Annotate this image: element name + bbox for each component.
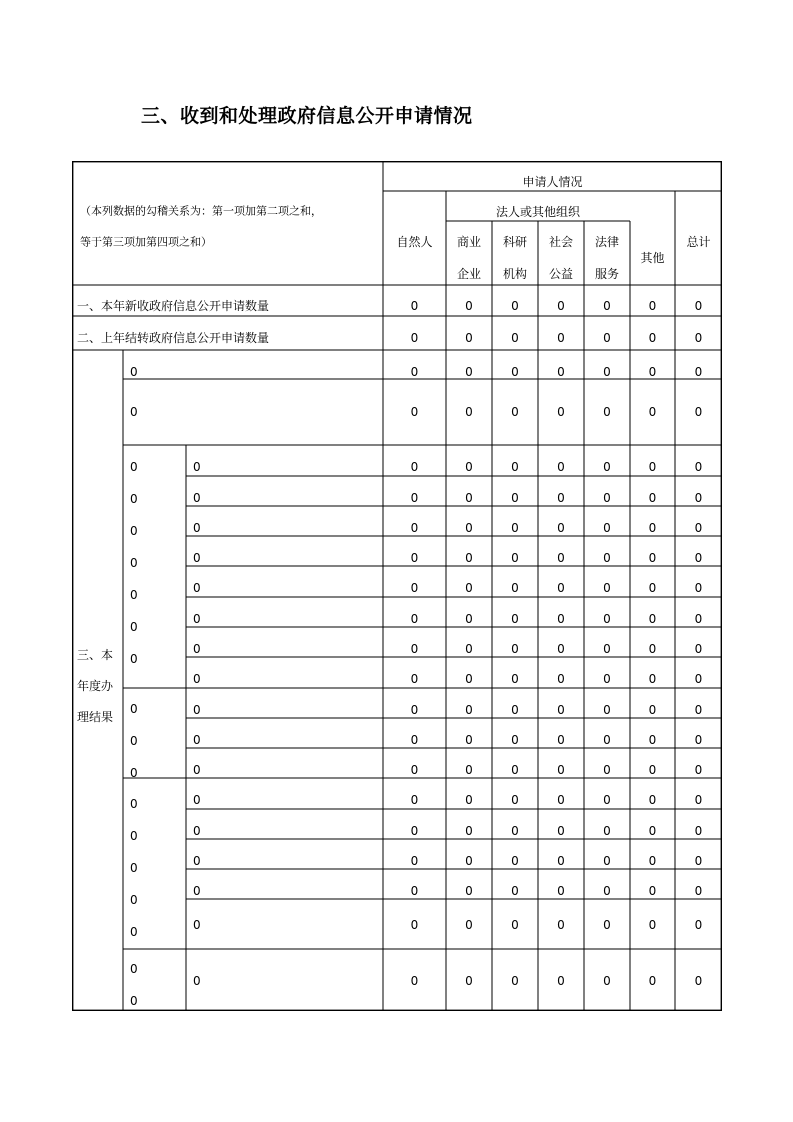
table-cell-value: 0 bbox=[603, 491, 611, 505]
table-cell-value: 0 bbox=[648, 672, 657, 686]
table-cell-value: 0 bbox=[694, 551, 703, 565]
table-cell-value: 0 bbox=[694, 612, 703, 626]
table-cell-value: 0 bbox=[410, 854, 419, 868]
result-row-label: 0 bbox=[130, 405, 138, 419]
table-cell-value: 0 bbox=[410, 672, 419, 686]
table-cell-value: 0 bbox=[410, 521, 419, 535]
table-cell-value: 0 bbox=[694, 491, 703, 505]
table-cell-value: 0 bbox=[557, 331, 565, 345]
table-cell-value: 0 bbox=[511, 884, 519, 898]
table-cell-value: 0 bbox=[511, 460, 519, 474]
table-cell-value: 0 bbox=[557, 763, 565, 777]
table-cell-value: 0 bbox=[648, 884, 657, 898]
table-cell-value: 0 bbox=[465, 672, 473, 686]
table-cell-value: 0 bbox=[410, 299, 419, 313]
group-row-label: 0 bbox=[193, 672, 201, 686]
table-cell-value: 0 bbox=[694, 918, 703, 932]
table-cell-value: 0 bbox=[410, 642, 419, 656]
table-cell-value: 0 bbox=[603, 612, 611, 626]
group-row-label: 0 bbox=[193, 763, 201, 777]
row-label-new-requests: 一、本年新收政府信息公开申请数量 bbox=[77, 299, 270, 313]
table-cell-value: 0 bbox=[603, 672, 611, 686]
header-note-line2: 等于第三项加第四项之和） bbox=[80, 235, 212, 249]
table-cell-value: 0 bbox=[557, 884, 565, 898]
group-label: 0 bbox=[130, 620, 138, 634]
table-cell-value: 0 bbox=[465, 581, 473, 595]
table-cell-value: 0 bbox=[511, 733, 519, 747]
table-cell-value: 0 bbox=[465, 551, 473, 565]
table-cell-value: 0 bbox=[465, 299, 473, 313]
header-research-line1: 科研 bbox=[502, 235, 528, 249]
table-border bbox=[73, 162, 722, 1011]
group-row-label: 0 bbox=[193, 918, 201, 932]
table-cell-value: 0 bbox=[557, 405, 565, 419]
table-cell-value: 0 bbox=[603, 854, 611, 868]
table-cell-value: 0 bbox=[465, 824, 473, 838]
table-cell-value: 0 bbox=[511, 612, 519, 626]
group-label: 0 bbox=[130, 766, 138, 780]
group-label: 0 bbox=[130, 893, 138, 907]
table-cell-value: 0 bbox=[694, 331, 703, 345]
table-cell-value: 0 bbox=[603, 793, 611, 807]
table-cell-value: 0 bbox=[694, 854, 703, 868]
group-label: 0 bbox=[130, 460, 138, 474]
group-row-label: 0 bbox=[193, 733, 201, 747]
table-cell-value: 0 bbox=[410, 974, 419, 988]
report-table bbox=[72, 161, 722, 1011]
group-row-label: 0 bbox=[193, 612, 201, 626]
group-label: 0 bbox=[130, 962, 138, 976]
table-cell-value: 0 bbox=[410, 551, 419, 565]
table-cell-value: 0 bbox=[603, 918, 611, 932]
table-cell-value: 0 bbox=[465, 703, 473, 717]
table-cell-value: 0 bbox=[465, 612, 473, 626]
table-cell-value: 0 bbox=[410, 460, 419, 474]
table-cell-value: 0 bbox=[648, 551, 657, 565]
group-row-label: 0 bbox=[193, 521, 201, 535]
group-row-label: 0 bbox=[193, 581, 201, 595]
table-cell-value: 0 bbox=[410, 405, 419, 419]
table-cell-value: 0 bbox=[557, 793, 565, 807]
table-cell-value: 0 bbox=[557, 551, 565, 565]
table-cell-value: 0 bbox=[603, 824, 611, 838]
table-cell-value: 0 bbox=[648, 974, 657, 988]
table-cell-value: 0 bbox=[648, 521, 657, 535]
table-cell-value: 0 bbox=[511, 763, 519, 777]
table-cell-value: 0 bbox=[511, 793, 519, 807]
group-row-label: 0 bbox=[193, 824, 201, 838]
table-cell-value: 0 bbox=[410, 331, 419, 345]
table-cell-value: 0 bbox=[410, 793, 419, 807]
table-cell-value: 0 bbox=[557, 672, 565, 686]
table-cell-value: 0 bbox=[465, 884, 473, 898]
table-cell-value: 0 bbox=[648, 642, 657, 656]
header-legal_service-line1: 法律 bbox=[594, 235, 620, 249]
table-cell-value: 0 bbox=[694, 763, 703, 777]
header-natural-person: 自然人 bbox=[396, 235, 433, 249]
table-cell-value: 0 bbox=[465, 642, 473, 656]
group-row-label: 0 bbox=[193, 854, 201, 868]
table-cell-value: 0 bbox=[694, 672, 703, 686]
table-cell-value: 0 bbox=[648, 733, 657, 747]
table-cell-value: 0 bbox=[410, 491, 419, 505]
group-row-label: 0 bbox=[193, 974, 201, 988]
table-cell-value: 0 bbox=[694, 884, 703, 898]
table-cell-value: 0 bbox=[648, 793, 657, 807]
table-cell-value: 0 bbox=[603, 299, 611, 313]
table-cell-value: 0 bbox=[557, 918, 565, 932]
table-cell-value: 0 bbox=[557, 854, 565, 868]
table-cell-value: 0 bbox=[694, 365, 703, 379]
table-cell-value: 0 bbox=[557, 299, 565, 313]
table-cell-value: 0 bbox=[603, 581, 611, 595]
table-cell-value: 0 bbox=[557, 733, 565, 747]
table-cell-value: 0 bbox=[648, 299, 657, 313]
table-cell-value: 0 bbox=[557, 491, 565, 505]
table-cell-value: 0 bbox=[465, 491, 473, 505]
table-cell-value: 0 bbox=[603, 460, 611, 474]
table-cell-value: 0 bbox=[557, 642, 565, 656]
table-cell-value: 0 bbox=[410, 824, 419, 838]
table-cell-value: 0 bbox=[410, 763, 419, 777]
table-cell-value: 0 bbox=[410, 733, 419, 747]
table-cell-value: 0 bbox=[603, 365, 611, 379]
table-cell-value: 0 bbox=[648, 331, 657, 345]
group-label: 0 bbox=[130, 652, 138, 666]
section3-label-line1: 三、本 bbox=[77, 648, 114, 662]
table-cell-value: 0 bbox=[410, 703, 419, 717]
header-social-line1: 社会 bbox=[548, 235, 574, 249]
table-cell-value: 0 bbox=[557, 703, 565, 717]
table-cell-value: 0 bbox=[694, 521, 703, 535]
group-row-label: 0 bbox=[193, 491, 201, 505]
table-cell-value: 0 bbox=[511, 331, 519, 345]
table-cell-value: 0 bbox=[511, 824, 519, 838]
table-cell-value: 0 bbox=[603, 884, 611, 898]
table-cell-value: 0 bbox=[511, 642, 519, 656]
table-cell-value: 0 bbox=[648, 824, 657, 838]
group-label: 0 bbox=[130, 925, 138, 939]
table-cell-value: 0 bbox=[511, 854, 519, 868]
table-cell-value: 0 bbox=[648, 763, 657, 777]
table-cell-value: 0 bbox=[511, 703, 519, 717]
table-cell-value: 0 bbox=[410, 918, 419, 932]
table-cell-value: 0 bbox=[557, 460, 565, 474]
table-cell-value: 0 bbox=[603, 521, 611, 535]
table-cell-value: 0 bbox=[465, 460, 473, 474]
table-cell-value: 0 bbox=[557, 365, 565, 379]
group-row-label: 0 bbox=[193, 551, 201, 565]
header-commercial-line2: 企业 bbox=[456, 267, 482, 281]
group-row-label: 0 bbox=[193, 460, 201, 474]
table-cell-value: 0 bbox=[465, 331, 473, 345]
table-cell-value: 0 bbox=[410, 884, 419, 898]
table-cell-value: 0 bbox=[511, 974, 519, 988]
table-cell-value: 0 bbox=[465, 733, 473, 747]
table-cell-value: 0 bbox=[511, 405, 519, 419]
table-cell-value: 0 bbox=[511, 365, 519, 379]
header-research-line2: 机构 bbox=[502, 267, 528, 281]
table-cell-value: 0 bbox=[465, 405, 473, 419]
group-label: 0 bbox=[130, 492, 138, 506]
header-social-line2: 公益 bbox=[548, 267, 574, 281]
group-label: 0 bbox=[130, 556, 138, 570]
table-cell-value: 0 bbox=[694, 299, 703, 313]
table-cell-value: 0 bbox=[603, 405, 611, 419]
table-cell-value: 0 bbox=[648, 460, 657, 474]
table-cell-value: 0 bbox=[511, 581, 519, 595]
table-cell-value: 0 bbox=[648, 918, 657, 932]
table-cell-value: 0 bbox=[465, 918, 473, 932]
table-cell-value: 0 bbox=[511, 918, 519, 932]
table-cell-value: 0 bbox=[603, 331, 611, 345]
table-cell-value: 0 bbox=[557, 612, 565, 626]
table-cell-value: 0 bbox=[465, 365, 473, 379]
table-cell-value: 0 bbox=[557, 581, 565, 595]
table-cell-value: 0 bbox=[648, 405, 657, 419]
group-label: 0 bbox=[130, 797, 138, 811]
table-cell-value: 0 bbox=[410, 612, 419, 626]
table-cell-value: 0 bbox=[410, 365, 419, 379]
table-cell-value: 0 bbox=[694, 793, 703, 807]
table-cell-value: 0 bbox=[694, 405, 703, 419]
table-cell-value: 0 bbox=[511, 299, 519, 313]
table-cell-value: 0 bbox=[694, 642, 703, 656]
table-cell-value: 0 bbox=[603, 763, 611, 777]
table-cell-value: 0 bbox=[694, 824, 703, 838]
table-cell-value: 0 bbox=[603, 733, 611, 747]
page-title: 三、收到和处理政府信息公开申请情况 bbox=[141, 105, 473, 127]
table-cell-value: 0 bbox=[511, 491, 519, 505]
table-cell-value: 0 bbox=[648, 612, 657, 626]
group-label: 0 bbox=[130, 861, 138, 875]
table-cell-value: 0 bbox=[694, 703, 703, 717]
header-total: 总计 bbox=[686, 235, 711, 249]
result-row-label: 0 bbox=[130, 365, 138, 379]
table-cell-value: 0 bbox=[557, 974, 565, 988]
table-cell-value: 0 bbox=[648, 581, 657, 595]
table-cell-value: 0 bbox=[511, 521, 519, 535]
table-cell-value: 0 bbox=[603, 642, 611, 656]
section3-label-line2: 年度办 bbox=[77, 679, 114, 693]
table-cell-value: 0 bbox=[557, 521, 565, 535]
group-label: 0 bbox=[130, 588, 138, 602]
row-label-carried-over: 二、上年结转政府信息公开申请数量 bbox=[77, 331, 270, 345]
table-cell-value: 0 bbox=[603, 974, 611, 988]
group-row-label: 0 bbox=[193, 884, 201, 898]
table-cell-value: 0 bbox=[410, 581, 419, 595]
header-other: 其他 bbox=[640, 251, 665, 265]
table-cell-value: 0 bbox=[648, 365, 657, 379]
table-cell-value: 0 bbox=[603, 703, 611, 717]
group-label: 0 bbox=[130, 734, 138, 748]
table-cell-value: 0 bbox=[648, 703, 657, 717]
table-cell-value: 0 bbox=[511, 551, 519, 565]
table-cell-value: 0 bbox=[603, 551, 611, 565]
header-legal_service-line2: 服务 bbox=[594, 267, 620, 281]
table-cell-value: 0 bbox=[694, 581, 703, 595]
table-cell-value: 0 bbox=[465, 521, 473, 535]
header-applicant: 申请人情况 bbox=[522, 175, 583, 189]
table-cell-value: 0 bbox=[694, 974, 703, 988]
header-commercial-line1: 商业 bbox=[456, 235, 482, 249]
table-cell-value: 0 bbox=[465, 793, 473, 807]
table-cell-value: 0 bbox=[648, 491, 657, 505]
table-cell-value: 0 bbox=[694, 460, 703, 474]
table-cell-value: 0 bbox=[694, 733, 703, 747]
group-row-label: 0 bbox=[193, 793, 201, 807]
header-note-line1: （本列数据的勾稽关系为：第一项加第二项之和， bbox=[80, 204, 322, 218]
table-cell-value: 0 bbox=[648, 854, 657, 868]
group-label: 0 bbox=[130, 829, 138, 843]
group-row-label: 0 bbox=[193, 703, 201, 717]
table-cell-value: 0 bbox=[557, 824, 565, 838]
section3-label-line3: 理结果 bbox=[77, 710, 114, 724]
group-label: 0 bbox=[130, 702, 138, 716]
group-row-label: 0 bbox=[193, 642, 201, 656]
group-label: 0 bbox=[130, 524, 138, 538]
table-cell-value: 0 bbox=[511, 672, 519, 686]
table-cell-value: 0 bbox=[465, 974, 473, 988]
table-cell-value: 0 bbox=[465, 763, 473, 777]
header-legal-group: 法人或其他组织 bbox=[495, 205, 581, 219]
group-label: 0 bbox=[130, 994, 138, 1008]
table-cell-value: 0 bbox=[465, 854, 473, 868]
